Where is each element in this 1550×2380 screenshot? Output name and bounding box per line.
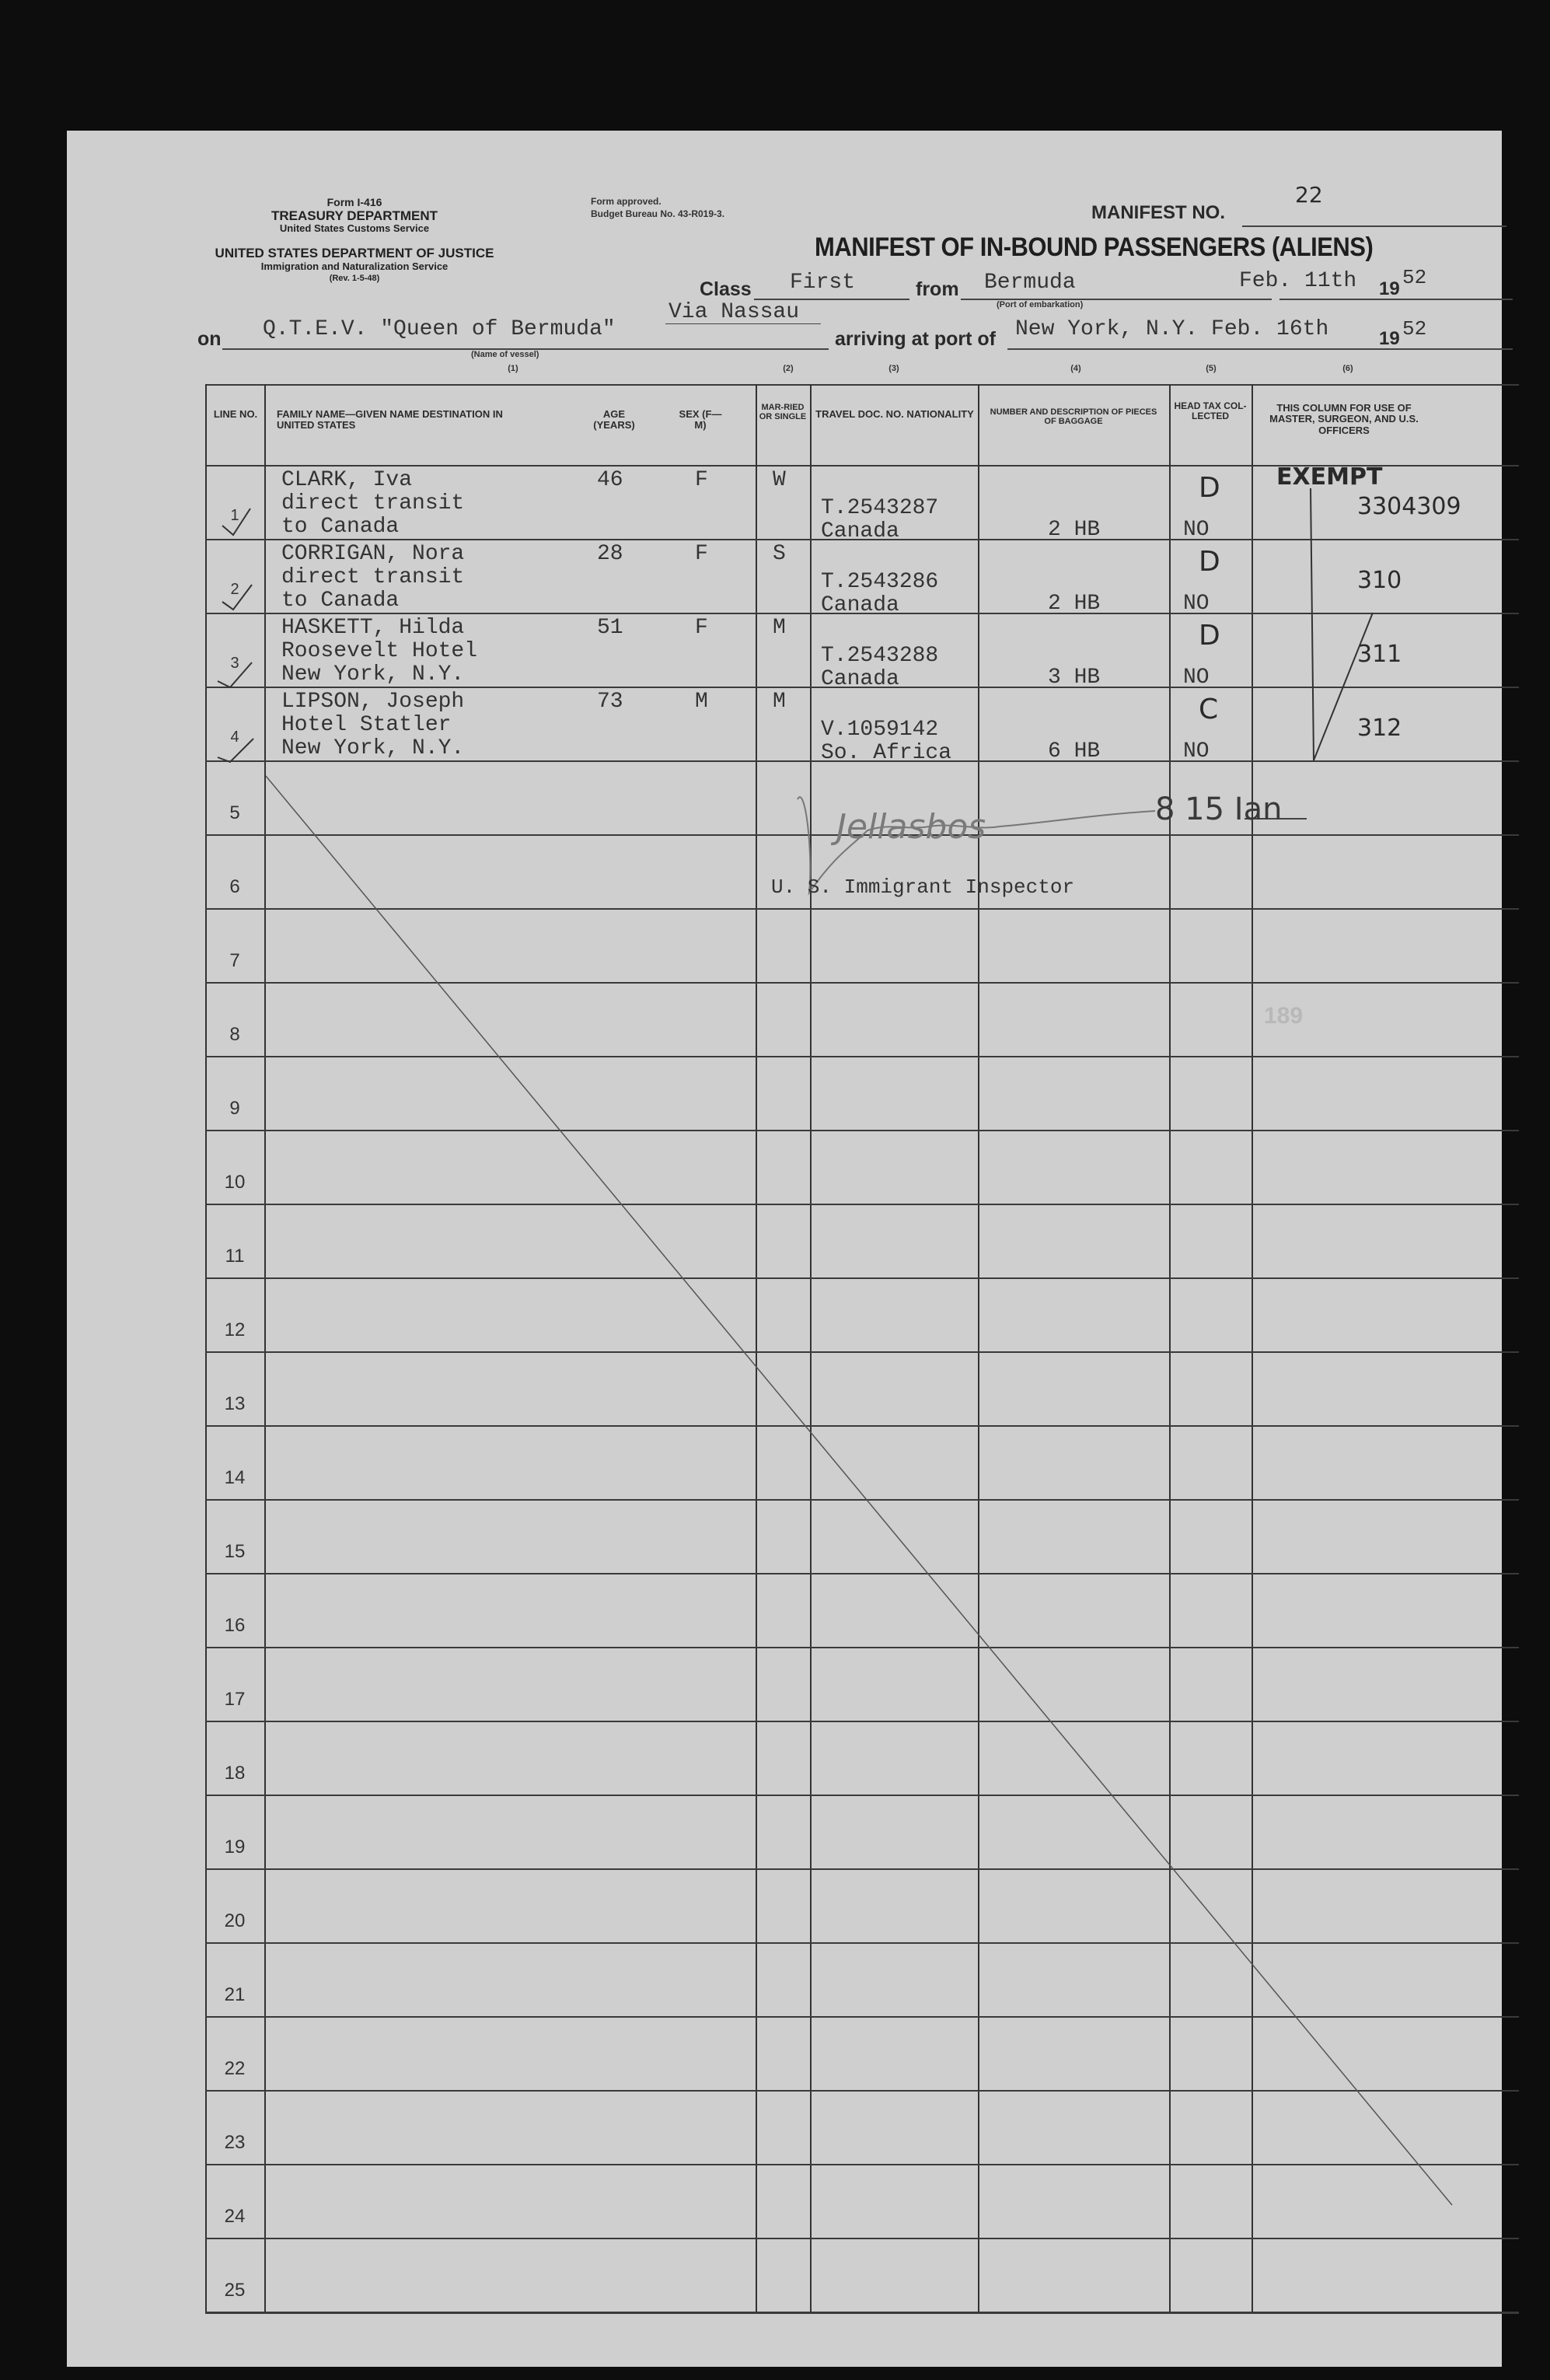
travel-doc-number: T.2543286 [821, 570, 939, 594]
via-route: Via Nassau [669, 300, 800, 324]
line-number: 12 [224, 1319, 246, 1340]
destination-line-1: Hotel Statler [281, 713, 452, 737]
officer-number: 312 [1357, 715, 1402, 742]
dept-immigration: Immigration and Naturalization Service [260, 260, 449, 272]
year-prefix: 19 [1379, 278, 1400, 299]
class-label: Class [700, 278, 752, 300]
line-number: 18 [224, 1763, 246, 1784]
inspector-date-mark: 8 15 Ian [1155, 792, 1283, 827]
form-approved: Form approved. [591, 196, 662, 207]
year-prefix: 19 [1379, 328, 1400, 349]
arriving-label: arriving at port of [835, 328, 996, 350]
destination-line-1: direct transit [281, 491, 465, 515]
inspection-mark: C [1199, 694, 1219, 725]
head-tax: NO [1183, 739, 1210, 764]
baggage-count: 6 HB [1048, 739, 1101, 764]
vessel-caption: (Name of vessel) [471, 350, 539, 359]
line-number: 9 [229, 1098, 240, 1119]
manifest-page [67, 131, 1502, 2367]
page-title: MANIFEST OF IN-BOUND PASSENGERS (ALIENS) [815, 232, 1374, 262]
dept-customs: United States Customs Service [279, 222, 430, 234]
officer-number: 3304309 [1357, 493, 1461, 520]
passenger-name: CORRIGAN, Nora [281, 542, 465, 566]
colnum-4: (4) [1070, 364, 1081, 373]
passenger-age: 28 [597, 542, 623, 566]
marital-status: M [773, 690, 786, 714]
embark-date: Feb. 11th [1239, 269, 1357, 293]
line-number: 8 [229, 1024, 240, 1045]
marital-status: W [773, 468, 786, 492]
line-number: 15 [224, 1541, 246, 1562]
class-value: First [790, 271, 856, 295]
nationality: So. Africa [821, 741, 952, 765]
inspector-title: U. S. Immigrant Inspector [771, 875, 1075, 899]
line-number: 11 [225, 1246, 245, 1267]
col-header-officers: THIS COLUMN FOR USE OF MASTER, SURGEON, AND U.S. OFFICERS [1269, 402, 1419, 436]
colnum-5: (5) [1206, 364, 1217, 373]
baggage-count: 2 HB [1048, 518, 1101, 542]
officer-number: 310 [1357, 567, 1402, 594]
line-number: 16 [224, 1615, 246, 1636]
dept-treasury: TREASURY DEPARTMENT [271, 208, 438, 223]
form-number: Form I-416 [326, 196, 382, 208]
col-header-age: AGE (YEARS) [593, 408, 635, 432]
from-value: Bermuda [984, 271, 1076, 295]
embark-year: 52 [1402, 266, 1427, 289]
colnum-1: (1) [508, 364, 518, 373]
passenger-name: LIPSON, Joseph [281, 690, 465, 714]
col-header-tax: HEAD TAX COL-LECTED [1174, 400, 1247, 422]
line-number: 22 [224, 2058, 246, 2079]
destination-line-1: Roosevelt Hotel [281, 639, 478, 663]
passenger-age: 46 [597, 468, 623, 492]
inspection-mark: D [1199, 472, 1220, 504]
line-number: 4 [230, 729, 239, 746]
travel-doc-number: T.2543288 [821, 644, 939, 668]
colnum-6: (6) [1342, 364, 1353, 373]
officer-number: 311 [1357, 641, 1402, 668]
line-number: 13 [224, 1393, 246, 1414]
line-number: 19 [224, 1837, 246, 1858]
head-tax: NO [1183, 666, 1210, 690]
inspector-signature: Jellasbos [836, 807, 986, 847]
exempt-note: EXEMPT [1276, 463, 1383, 491]
line-number: 6 [229, 876, 240, 897]
colnum-2: (2) [783, 364, 794, 373]
col-header-line: LINE NO. [213, 408, 258, 420]
col-header-name: FAMILY NAME—GIVEN NAME DESTINATION IN UNITED STATES [277, 408, 503, 432]
arrival-year: 52 [1402, 317, 1427, 341]
head-tax: NO [1183, 518, 1210, 542]
line-number: 21 [224, 1984, 246, 2005]
destination-line-2: to Canada [281, 589, 400, 613]
col-header-travel: TRAVEL DOC. NO. NATIONALITY [815, 408, 974, 420]
line-number: 20 [224, 1910, 246, 1931]
line-number: 7 [229, 950, 240, 971]
col-header-sex: SEX (F—M) [679, 408, 722, 432]
travel-doc-number: T.2543287 [821, 496, 939, 520]
baggage-count: 2 HB [1048, 592, 1101, 616]
col-header-married: MAR-RIED OR SINGLE [759, 403, 807, 422]
line-number: 3 [230, 655, 239, 672]
line-number: 24 [224, 2206, 246, 2227]
passenger-sex: F [695, 468, 708, 492]
marital-status: M [773, 616, 786, 640]
inspection-mark: D [1199, 620, 1220, 652]
travel-doc-number: V.1059142 [821, 718, 939, 742]
passenger-sex: F [695, 542, 708, 566]
arrival-port: New York, N.Y. Feb. 16th [1015, 317, 1329, 341]
manifest-number: 22 [1295, 182, 1323, 208]
nationality: Canada [821, 519, 899, 543]
port-caption: (Port of embarkation) [997, 300, 1084, 309]
passenger-age: 51 [597, 616, 623, 640]
dept-justice: UNITED STATES DEPARTMENT OF JUSTICE [215, 246, 494, 260]
nationality: Canada [821, 667, 899, 691]
colnum-3: (3) [888, 364, 899, 373]
from-label: from [916, 278, 959, 300]
vessel-name: Q.T.E.V. "Queen of Bermuda" [263, 317, 616, 341]
baggage-count: 3 HB [1048, 666, 1101, 690]
faint-stamp-number: 189 [1264, 1003, 1304, 1029]
budget-bureau: Budget Bureau No. 43-R019-3. [591, 208, 725, 219]
col-header-baggage: NUMBER AND DESCRIPTION OF PIECES OF BAGGAGE [990, 407, 1157, 427]
passenger-name: CLARK, Iva [281, 468, 413, 492]
form-revision: (Rev. 1-5-48) [329, 274, 380, 283]
passenger-sex: F [695, 616, 708, 640]
line-number: 17 [224, 1689, 246, 1710]
destination-line-1: direct transit [281, 565, 465, 589]
passenger-age: 73 [597, 690, 623, 714]
on-label: on [197, 328, 222, 350]
nationality: Canada [821, 593, 899, 617]
passenger-sex: M [695, 690, 708, 714]
line-number: 23 [224, 2132, 246, 2153]
passenger-name: HASKETT, Hilda [281, 616, 465, 640]
line-number: 1 [230, 507, 239, 524]
destination-line-2: New York, N.Y. [281, 662, 465, 687]
marital-status: S [773, 542, 786, 566]
destination-line-2: to Canada [281, 515, 400, 539]
destination-line-2: New York, N.Y. [281, 736, 465, 760]
line-number: 10 [224, 1172, 246, 1193]
line-number: 14 [224, 1467, 246, 1488]
line-number: 2 [230, 581, 239, 598]
manifest-no-label: MANIFEST NO. [1091, 202, 1225, 223]
head-tax: NO [1183, 592, 1210, 616]
inspection-mark: D [1199, 546, 1220, 578]
pen-marks [67, 131, 1502, 2367]
line-number: 5 [229, 802, 240, 823]
line-number: 25 [224, 2280, 246, 2301]
